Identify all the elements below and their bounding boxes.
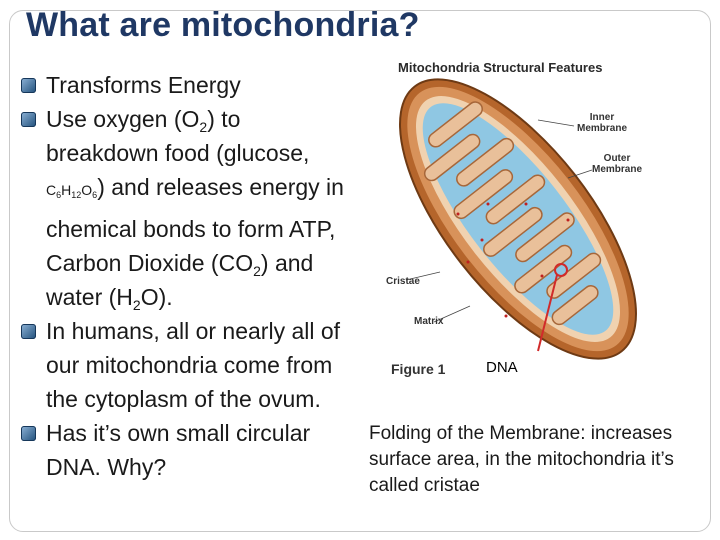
dna-label: DNA [486,359,518,376]
bullet-text: Transforms Energy [46,72,241,98]
square-bullet-icon [21,78,36,93]
bullet-item [20,68,350,102]
mitochondrion-illustration [378,54,648,394]
bullet-item [20,102,350,314]
inner-membrane-label: Inner Membrane [577,112,628,134]
matrix-label: Matrix [414,316,444,327]
glucose-formula: $C_6H_{12}O_6$ [46,182,98,200]
outer-membrane-label: Outer Membrane [592,153,643,175]
bullet-item [20,314,350,416]
bullet-text: Has it’s own small circular DNA. Why? [46,420,311,480]
figure-caption: Mitochondria Structural Features [398,60,603,75]
bullet-list [20,68,350,484]
bullet-item [20,416,350,484]
square-bullet-icon [21,324,36,339]
square-bullet-icon [21,426,36,441]
square-bullet-icon [21,112,36,127]
figure-number: Figure 1 [391,361,446,377]
cristae-note: Folding of the Membrane: increases surface area, in the mitochondria it’s called cristae [369,423,674,496]
cristae-label: Cristae [386,276,420,287]
slide-title: What are mitochondria? [26,6,420,44]
bullet-text: In humans, all or nearly all of our mitochondria come from the cytoplasm of the ovum. [46,318,341,412]
bullet-text: Use oxygen $(O_2)$ to breakdown food (glucose, $C_6H_{12}O_6$) and releases energy in chemical bonds to form ATP, Carbon Dioxide $(CO_2)$ and water $(H_2O)$. [46,106,344,313]
